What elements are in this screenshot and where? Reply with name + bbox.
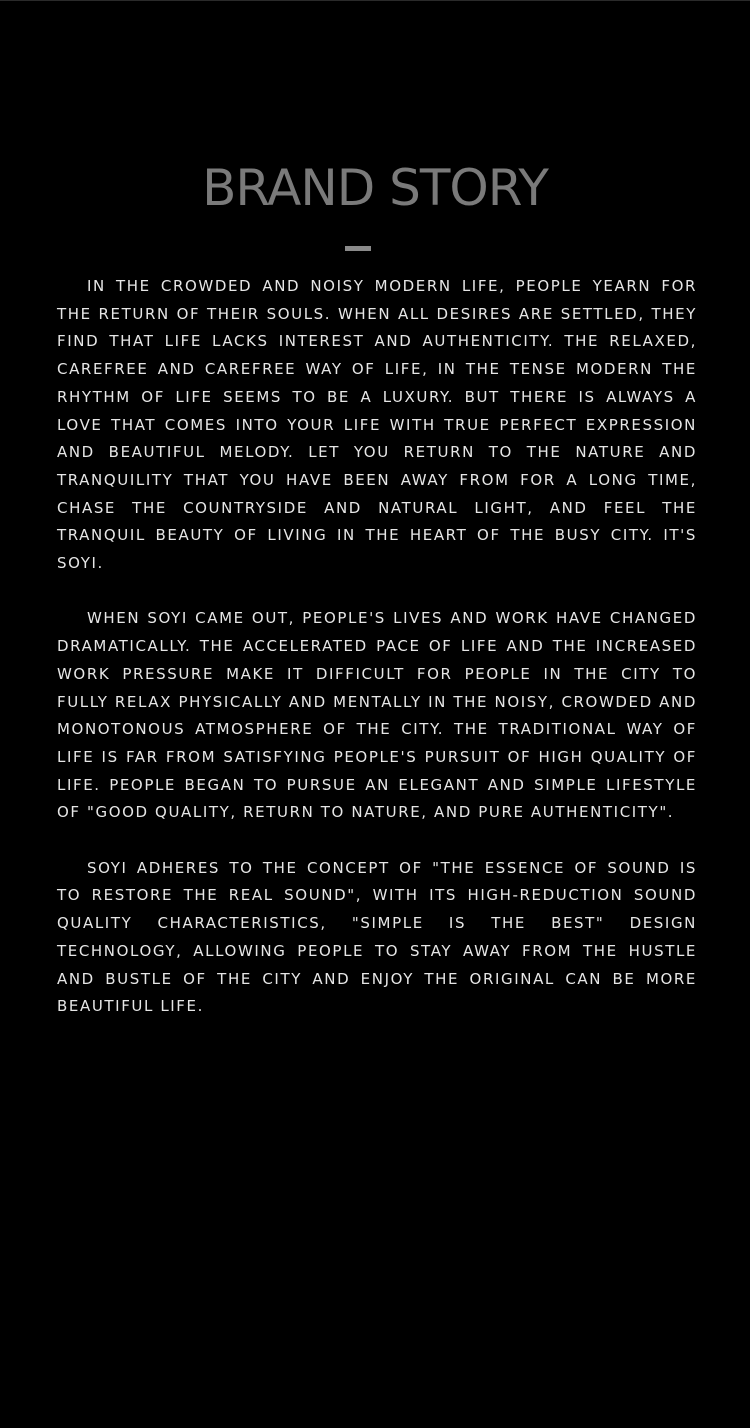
story-paragraph-2: WHEN SOYI CAME OUT, PEOPLE'S LIVES AND WORK HAVE CHANGED DRAMATICALLY. THE ACCELERATED PACE OF LIFE AND THE INCREASED WORK PRESSURE MAKE IT DIFFICULT FOR PEOPLE IN THE CITY TO FULLY RELAX PHYSICALLY AND MENTALLY IN THE NOISY, CROWDED AND MONOTONOUS ATMOSPHERE OF THE CITY. THE TRADITIONAL WAY OF LIFE IS FAR FROM SATISFYING PEOPLE'S PURSUIT OF HIGH QUALITY OF LIFE. PEOPLE BEGAN TO PURSUE AN ELEGANT AND SIMPLE LIFESTYLE OF "GOOD QUALITY, RETURN TO NATURE, AND PURE AUTHENTICITY". <box>57 609 697 822</box>
title-divider <box>345 246 371 251</box>
page-title: BRAND STORY <box>202 159 548 217</box>
story-paragraph-1: IN THE CROWDED AND NOISY MODERN LIFE, PEOPLE YEARN FOR THE RETURN OF THEIR SOULS. WHEN ALL DESIRES ARE SETTLED, THEY FIND THAT LIFE LACKS INTEREST AND AUTHENTICITY. THE RELAXED, CAREFREE AND CAREFREE WAY OF LIFE, IN THE TENSE MODERN THE RHYTHM OF LIFE SEEMS TO BE A LUXURY. BUT THERE IS ALWAYS A LOVE THAT COMES INTO YOUR LIFE WITH TRUE PERFECT EXPRESSION AND BEAUTIFUL MELODY. LET YOU RETURN TO THE NATURE AND TRANQUILITY THAT YOU HAVE BEEN AWAY FROM FOR A LONG TIME, CHASE THE COUNTRYSIDE AND NATURAL LIGHT, AND FEEL THE TRANQUIL BEAUTY OF LIVING IN THE HEART OF THE BUSY CITY. IT'S SOYI. <box>57 277 697 573</box>
top-edge-line <box>0 0 750 1</box>
story-content <box>57 273 697 1021</box>
story-paragraph-3: SOYI ADHERES TO THE CONCEPT OF "THE ESSENCE OF SOUND IS TO RESTORE THE REAL SOUND", WITH ITS HIGH-REDUCTION SOUND QUALITY CHARACTERISTICS, "SIMPLE IS THE BEST" DESIGN TECHNOLOGY, ALLOWING PEOPLE TO STAY AWAY FROM THE HUSTLE AND BUSTLE OF THE CITY AND ENJOY THE ORIGINAL CAN BE MORE BEAUTIFUL LIFE. <box>57 858 697 1016</box>
